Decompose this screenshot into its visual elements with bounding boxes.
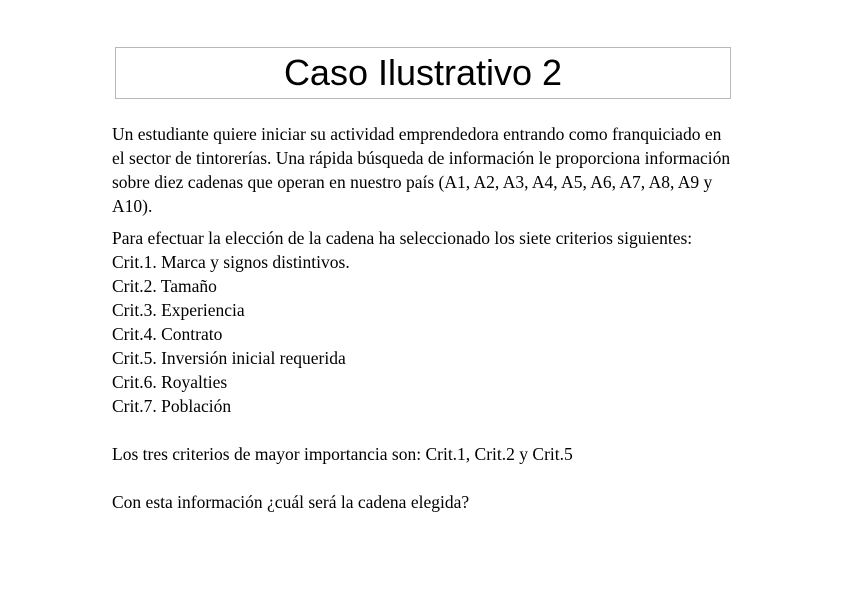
title-box [115, 47, 731, 99]
criteria-item-1: Crit.1. Marca y signos distintivos. [112, 252, 350, 272]
spacer [112, 418, 737, 442]
slide-title: Caso Ilustrativo 2 [283, 52, 563, 93]
criteria-item-6: Crit.6. Royalties [112, 372, 228, 392]
spacer [112, 466, 737, 490]
spacer [112, 218, 737, 226]
criteria-item-3: Crit.3. Experiencia [112, 300, 245, 320]
intro-paragraph: Un estudiante quiere iniciar su actividad emprendedora entrando como franquiciado en el sector de tintorerías. Una rápida búsqueda de información le proporciona información sobre diez cadenas que operan en nuestro país (A1, A2, A3, A4, A5, A6, A7, A8, A9 y A10). [112, 124, 731, 216]
criteria-item-5: Crit.5. Inversión inicial requerida [112, 348, 346, 368]
criteria-intro-paragraph: Para efectuar la elección de la cadena ha seleccionado los siete criterios siguientes: [112, 228, 693, 248]
criteria-item-7: Crit.7. Población [112, 396, 232, 416]
slide-body [112, 122, 737, 514]
importance-paragraph: Los tres criterios de mayor importancia son: Crit.1, Crit.2 y Crit.5 [112, 444, 573, 464]
question-paragraph: Con esta información ¿cuál será la cadena elegida? [112, 492, 470, 512]
criteria-item-2: Crit.2. Tamaño [112, 276, 217, 296]
criteria-list [112, 250, 737, 418]
criteria-item-4: Crit.4. Contrato [112, 324, 223, 344]
